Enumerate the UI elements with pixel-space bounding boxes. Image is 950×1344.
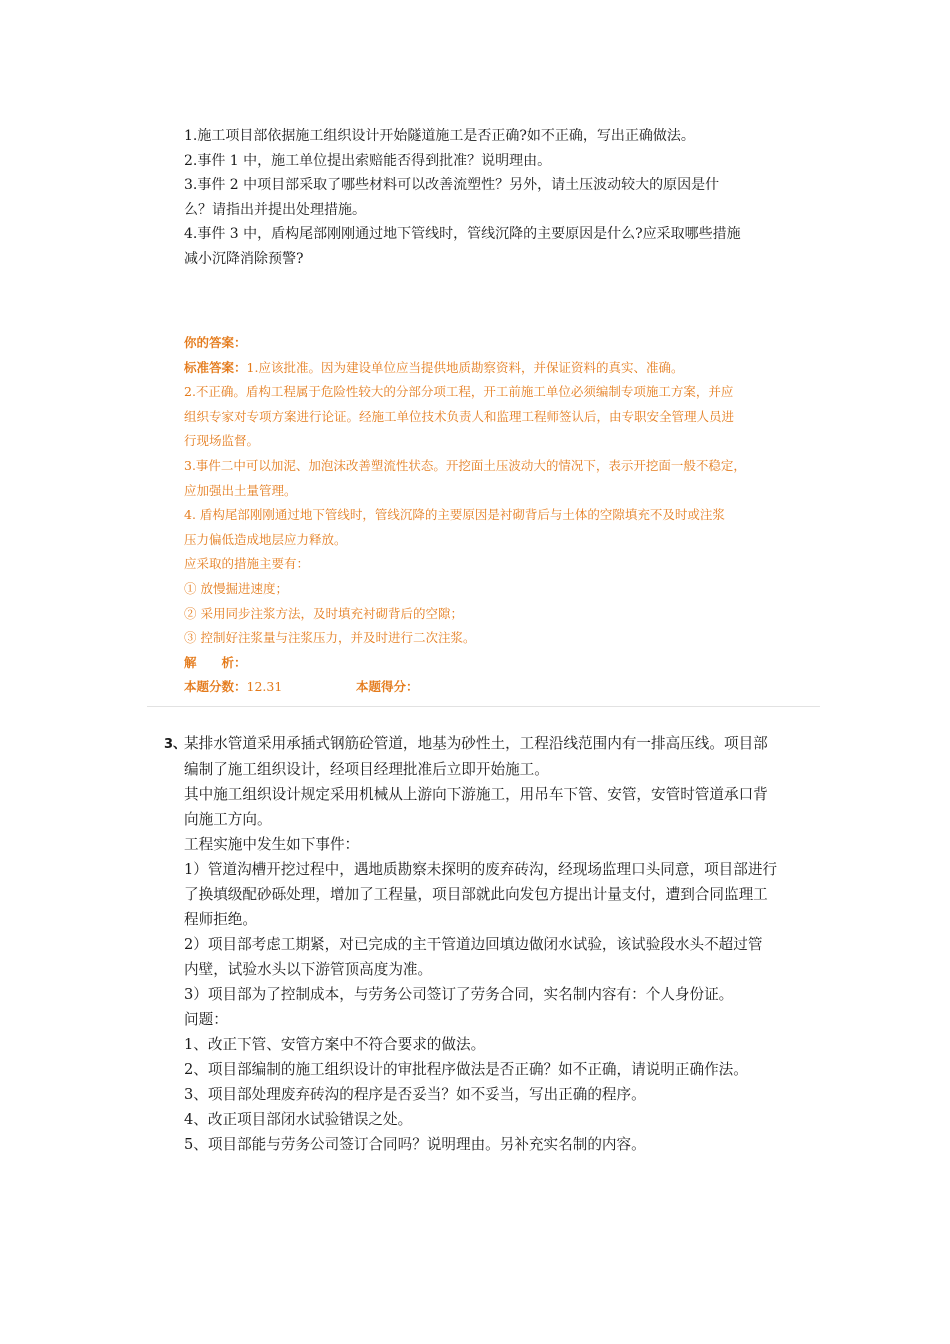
q3-line: 2、项目部编制的施工组织设计的审批程序做法是否正确？如不正确，请说明正确作法。	[184, 1061, 748, 1078]
question-line: 4.事件 3 中，盾构尾部刚刚通过地下管线时，管线沉降的主要原因是什么?应采取哪些措施	[184, 226, 741, 242]
q3-line: 问题：	[184, 1011, 228, 1028]
q3-line: 2）项目部考虑工期紧，对已完成的主干管道边回填边做闭水试验，该试验段水头不超过管	[184, 936, 763, 953]
answer-line: 组织专家对专项方案进行论证。经施工单位技术负责人和监理工程师签认后，由专职安全管理人员进	[184, 408, 735, 424]
q3-line: 1）管道沟槽开挖过程中，遇地质勘察未探明的废弃砖沟，经现场监理口头同意，项目部进行	[184, 861, 778, 878]
section-divider	[147, 706, 820, 707]
q3-text: 某排水管道采用承插式钢筋砼管道，地基为砂性土，工程沿线范围内有一排高压线。项目部	[184, 735, 768, 752]
answer-line: ② 采用同步注浆方法，及时填充衬砌背后的空隙；	[184, 605, 463, 621]
answer-line: ① 放慢掘进速度；	[184, 580, 288, 596]
q3-line: 了换填级配砂砾处理，增加了工程量，项目部就此向发包方提出计量支付，遭到合同监理工	[184, 886, 768, 903]
question-list	[184, 124, 824, 271]
answer-line: 4. 盾构尾部刚刚通过地下管线时，管线沉降的主要原因是衬砌背后与土体的空隙填充不及时或注浆	[184, 507, 725, 523]
question-number: 3、	[164, 737, 187, 752]
question-line: 么？请指出并提出处理措施。	[184, 201, 366, 218]
standard-answer-text: 1.应该批准。因为建设单位应当提供地质勘察资料，并保证资料的真实、准确。	[246, 359, 684, 375]
answer-line: 压力偏低造成地层应力释放。	[184, 531, 347, 547]
q3-line: 程师拒绝。	[184, 911, 257, 928]
answer-line: 行现场监督。	[184, 433, 260, 449]
score-row	[184, 675, 824, 700]
answer-line: ③ 控制好注浆量与注浆压力，并及时进行二次注浆。	[184, 630, 476, 646]
answer-line: 应采取的措施主要有：	[184, 556, 310, 572]
q3-line: 3、项目部处理废弃砖沟的程序是否妥当？如不妥当，写出正确的程序。	[184, 1086, 646, 1103]
got-score-label: 本题得分：	[356, 679, 419, 695]
answer-line: 3.事件二中可以加泥、加泡沫改善塑流性状态。开挖面土压波动大的情况下，表示开挖面一般不稳定，	[184, 457, 746, 473]
question-line: 1.施工项目部依据施工组织设计开始隧道施工是否正确?如不正确，写出正确做法。	[184, 128, 695, 144]
standard-answer-line	[184, 356, 824, 381]
score-label: 本题分数：	[184, 679, 247, 695]
answer-line: 2.不正确。盾构工程属于危险性较大的分部分项工程，开工前施工单位必须编制专项施工方案，并应	[184, 384, 734, 400]
answer-section	[184, 331, 824, 700]
q3-line: 4、改正项目部闭水试验错误之处。	[184, 1111, 413, 1128]
question-line: 3.事件 2 中项目部采取了哪些材料可以改善流塑性？另外，请土压波动较大的原因是什	[184, 177, 720, 193]
answer-line: 应加强出土量管理。	[184, 482, 297, 498]
q3-line: 编制了施工组织设计，经项目经理批准后立即开始施工。	[184, 761, 549, 778]
q3-line: 5、项目部能与劳务公司签订合同吗？说明理由。另补充实名制的内容。	[184, 1136, 646, 1153]
q3-line: 其中施工组织设计规定采用机械从上游向下游施工，用吊车下管、安管，安管时管道承口背	[184, 786, 768, 803]
q3-line: 工程实施中发生如下事件：	[184, 836, 360, 853]
score-value: 12.31	[246, 679, 283, 695]
question-line: 减小沉降消除预警?	[184, 250, 304, 267]
q3-line: 3）项目部为了控制成本，与劳务公司签订了劳务合同，实名制内容有：个人身份证。	[184, 986, 734, 1003]
q3-line: 1、改正下管、安管方案中不符合要求的做法。	[184, 1036, 486, 1053]
your-answer-label: 你的答案：	[184, 335, 247, 350]
q3-line: 向施工方向。	[184, 811, 272, 828]
question-3	[164, 731, 824, 1157]
q3-first-line	[164, 731, 824, 757]
question-line: 2.事件 1 中，施工单位提出索赔能否得到批准？说明理由。	[184, 152, 552, 169]
standard-answer-label: 标准答案：	[184, 359, 247, 375]
score-block	[184, 675, 356, 700]
q3-line: 内壁，试验水头以下游管顶高度为准。	[184, 961, 433, 978]
analysis-label: 解 析：	[184, 654, 247, 670]
